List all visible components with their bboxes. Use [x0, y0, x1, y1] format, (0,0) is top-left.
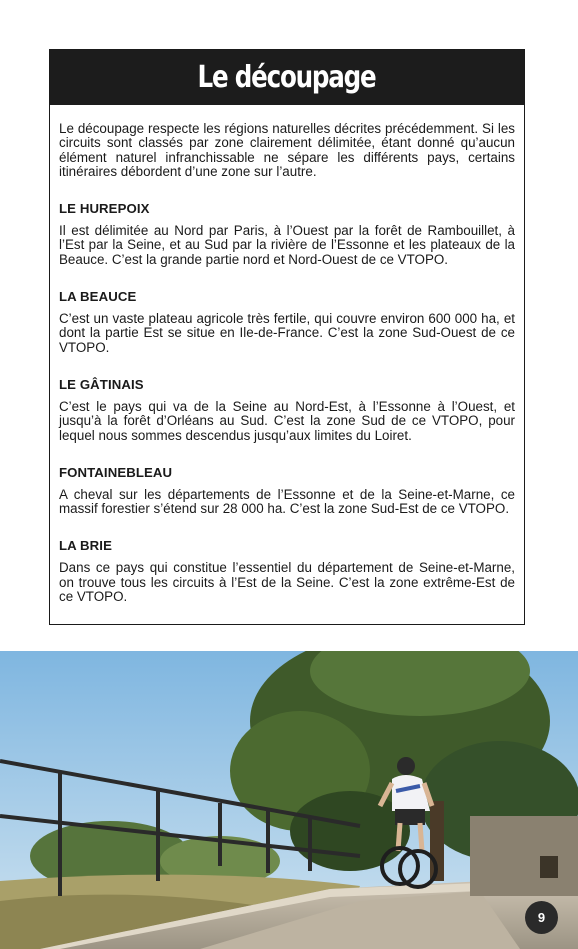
section-title: LA BRIE: [59, 538, 112, 554]
cyclist-photo: [0, 651, 578, 949]
section-title: LE GÂTINAIS: [59, 376, 144, 392]
box-header: [50, 50, 524, 105]
section-text: A cheval sur les départements de l’Essonne et de la Seine-et-Marne, ce massif forestier s’étend sur 28 000 ha. C’est la zone Sud-Est de ce VTOPO.: [59, 486, 515, 517]
section-fontainebleau: [59, 465, 515, 517]
section-brie: [59, 538, 515, 604]
section-text: Dans ce pays qui constitue l’essentiel du département de Seine-et-Marne, on trouve tous les circuits à l’Est de la Seine. C’est la zone extrême-Est de ce VTOPO.: [59, 560, 515, 605]
section-title: LE HUREPOIX: [59, 201, 150, 217]
box-body: [50, 105, 524, 604]
section-text: Il est délimitée au Nord par Paris, à l’Ouest par la forêt de Rambouillet, à l’Est par la Seine, et au Sud par la rivière de l’Essonne et les plateaux de la Beauce. C’est la grande partie nord et Nord-Ouest de ce VTOPO.: [59, 223, 515, 267]
section-gatinais: [59, 377, 515, 443]
intro-paragraph: Le découpage respecte les régions naturelles décrites précédemment. Si les circuits sont classés par zone clairement délimitée, étant donné qu’aucun élément naturel infranchissable ne sépare les différents pays, certains itinéraires débordent d’une zone sur l’autre.: [59, 121, 515, 179]
info-box: [49, 49, 525, 625]
section-hurepoix: [59, 201, 515, 267]
section-title: LA BEAUCE: [59, 289, 137, 305]
section-text: C’est le pays qui va de la Seine au Nord-Est, à l’Essonne à l’Ouest, et jusqu’à la forêt d’Orléans au Sud. C’est la zone Sud de ce VTOPO, pour lequel nous sommes descendus jusqu’aux limites du Loiret.: [59, 398, 515, 443]
page-title: Le découpage: [198, 60, 376, 95]
section-text: C’est un vaste plateau agricole très fertile, qui couvre environ 600 000 ha, et dont la partie Est se situe en Ile-de-France. C’est la zone Sud-Ouest de ce VTOPO.: [59, 311, 515, 355]
section-title: FONTAINEBLEAU: [59, 464, 173, 480]
section-beauce: [59, 289, 515, 355]
page-number-badge: 9: [525, 901, 558, 934]
